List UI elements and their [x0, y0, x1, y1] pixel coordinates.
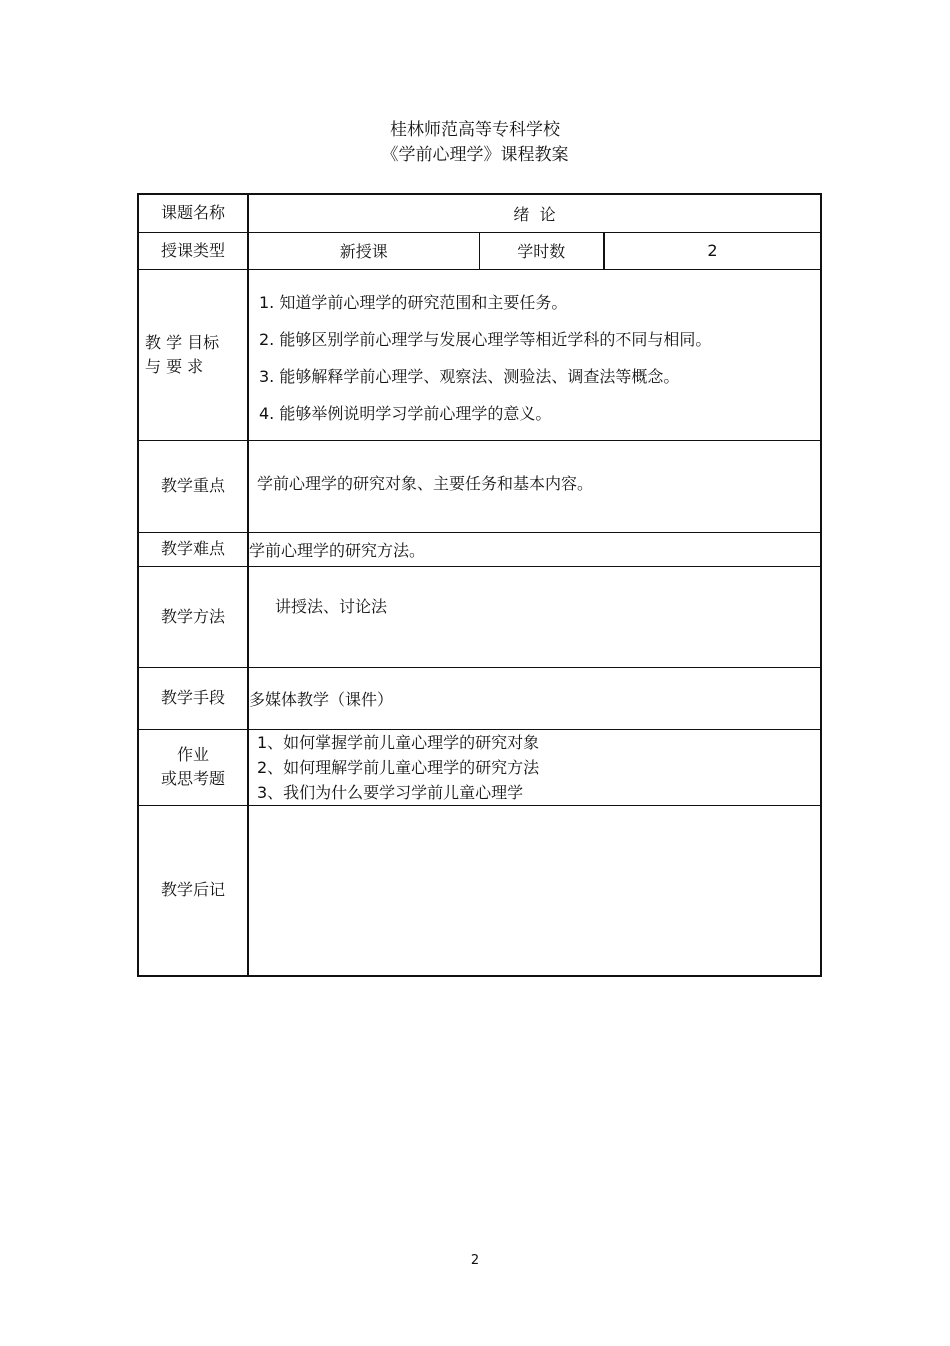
type-label: 授课类型	[138, 232, 248, 269]
method-cell	[248, 566, 821, 667]
hours-label: 学时数	[479, 232, 604, 269]
method-value: 讲授法、讨论法	[275, 596, 388, 616]
topic-value: 绪 论	[248, 194, 821, 232]
homework-label-line2: 或思考题	[160, 769, 225, 788]
key-label: 教学重点	[138, 440, 248, 532]
row-means	[138, 667, 821, 729]
row-method	[138, 566, 821, 667]
row-key-points	[138, 440, 821, 532]
homework-label	[138, 729, 248, 805]
row-difficulty	[138, 532, 821, 566]
homework-item-3: 3、我们为什么要学习学前儿童心理学	[257, 782, 524, 802]
means-value: 多媒体教学（课件）	[248, 667, 821, 729]
difficulty-value: 学前心理学的研究方法。	[248, 532, 821, 566]
row-homework	[138, 729, 821, 805]
goals-label-line2: 与 要 求	[145, 356, 204, 376]
row-topic	[138, 194, 821, 232]
goals-list	[248, 269, 821, 440]
topic-label: 课题名称	[138, 194, 248, 232]
page-number: 2	[470, 1253, 480, 1268]
goal-item-1: 1. 知道学前心理学的研究范围和主要任务。	[259, 292, 568, 312]
postscript-value	[248, 805, 821, 976]
homework-item-1: 1、如何掌握学前儿童心理学的研究对象	[257, 732, 540, 752]
row-postscript	[138, 805, 821, 976]
goals-label-line1: 教 学 目标	[145, 332, 220, 352]
lesson-plan-table	[137, 193, 822, 977]
key-value: 学前心理学的研究对象、主要任务和基本内容。	[257, 473, 594, 493]
homework-list	[248, 729, 821, 805]
hours-value: 2	[604, 232, 821, 269]
type-value: 新授课	[248, 232, 479, 269]
goal-item-2: 2. 能够区别学前心理学与发展心理学等相近学科的不同与相同。	[259, 329, 712, 349]
course-title: 《学前心理学》课程教案	[381, 145, 569, 165]
homework-item-2: 2、如何理解学前儿童心理学的研究方法	[257, 757, 540, 777]
postscript-label: 教学后记	[138, 805, 248, 976]
method-label: 教学方法	[138, 566, 248, 667]
difficulty-label: 教学难点	[138, 532, 248, 566]
row-type	[138, 232, 821, 269]
means-label: 教学手段	[138, 667, 248, 729]
goals-label	[138, 269, 248, 440]
goal-item-3: 3. 能够解释学前心理学、观察法、测验法、调查法等概念。	[259, 366, 680, 386]
key-cell	[248, 440, 821, 532]
row-goals	[138, 269, 821, 440]
school-name: 桂林师范高等专科学校	[390, 120, 560, 140]
goal-item-4: 4. 能够举例说明学习学前心理学的意义。	[259, 403, 552, 423]
homework-label-line1: 作业	[176, 745, 209, 764]
